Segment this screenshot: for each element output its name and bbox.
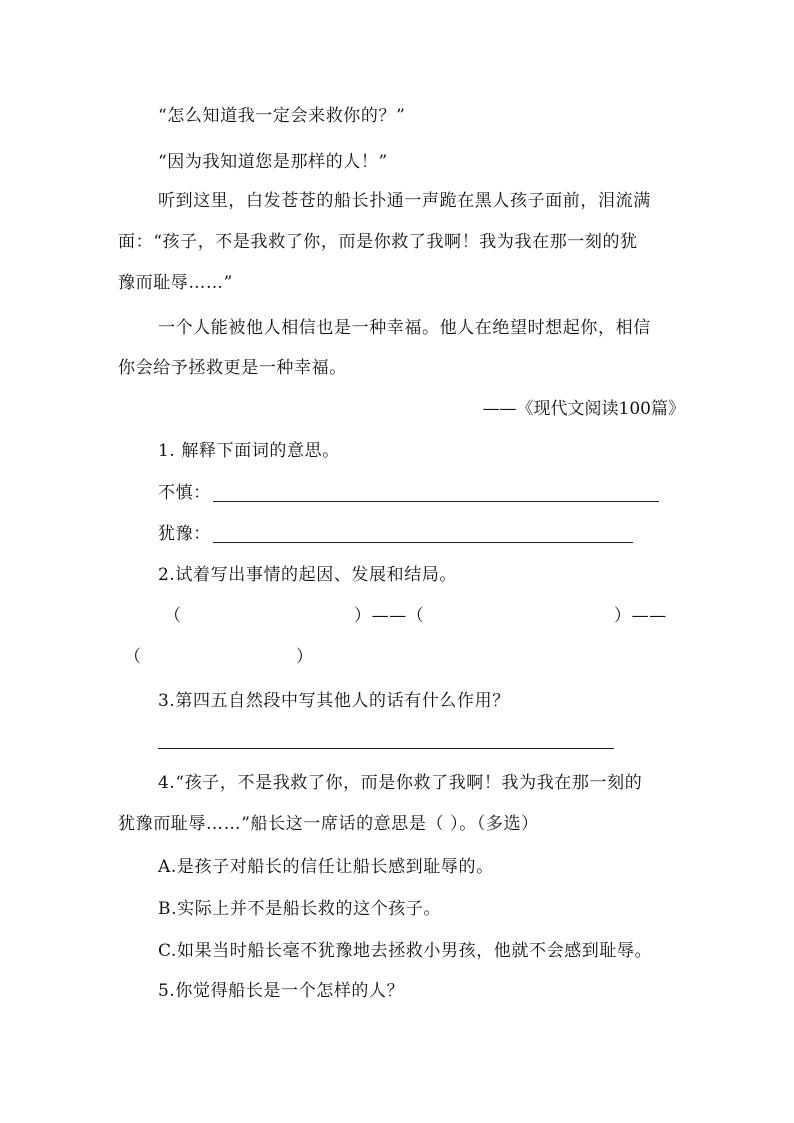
question-4-option-a: A.是孩子对船长的信任让船长感到耻辱的。	[158, 857, 494, 877]
question-2-bracket-open-1: （	[164, 606, 182, 626]
question-2-bracket-close-dash-1: ）——（	[354, 606, 425, 626]
question-1-word-2-label: 犹豫：	[158, 524, 211, 544]
question-2-bracket-close-dash-2: ）——	[614, 606, 667, 626]
question-1-word-1-answer-line[interactable]	[213, 501, 659, 502]
question-5-prompt: 5.你觉得船长是一个怎样的人？	[158, 981, 405, 1001]
question-4-option-b: B.实际上并不是船长救的这个孩子。	[158, 899, 442, 919]
question-4-line-2: 犹豫而耻辱……”船长这一席话的意思是（ ）。（多选）	[118, 814, 539, 834]
passage-paragraph-3-line-1: 听到这里，白发苍苍的船长扑通一声跪在黑人孩子面前，泪流满	[158, 191, 651, 211]
passage-paragraph-1: “怎么知道我一定会来救你的？”	[158, 106, 406, 126]
question-2-prompt: 2.试着写出事情的起因、发展和结局。	[158, 565, 458, 585]
question-1-word-1-label: 不慎：	[158, 483, 211, 503]
question-2-bracket-open-2: （	[124, 647, 142, 667]
passage-paragraph-3-line-2: 面：“孩子，不是我救了你，而是你救了我啊！我为我在那一刻的犹	[118, 232, 638, 252]
question-1-word-2-answer-line[interactable]	[213, 542, 633, 543]
question-4-option-c: C.如果当时船长毫不犹豫地去拯救小男孩，他就不会感到耻辱。	[158, 941, 653, 961]
question-3-prompt: 3.第四五自然段中写其他人的话有什么作用？	[158, 691, 510, 711]
question-4-line-1: 4.“孩子，不是我救了你，而是你救了我啊！我为我在那一刻的	[158, 773, 643, 793]
question-2-bracket-close-2: ）	[296, 647, 314, 667]
passage-paragraph-4-line-2: 你会给予拯救更是一种幸福。	[118, 358, 347, 378]
passage-paragraph-3-line-3: 豫而耻辱……”	[118, 273, 233, 293]
passage-paragraph-2: “因为我知道您是那样的人！”	[158, 152, 388, 172]
passage-paragraph-4-line-1: 一个人能被他人相信也是一种幸福。他人在绝望时想起你，相信	[158, 318, 651, 338]
question-3-answer-line[interactable]	[158, 748, 614, 749]
question-1-prompt: 1. 解释下面词的意思。	[158, 441, 340, 461]
passage-source: ——《现代文阅读100篇》	[482, 399, 685, 419]
